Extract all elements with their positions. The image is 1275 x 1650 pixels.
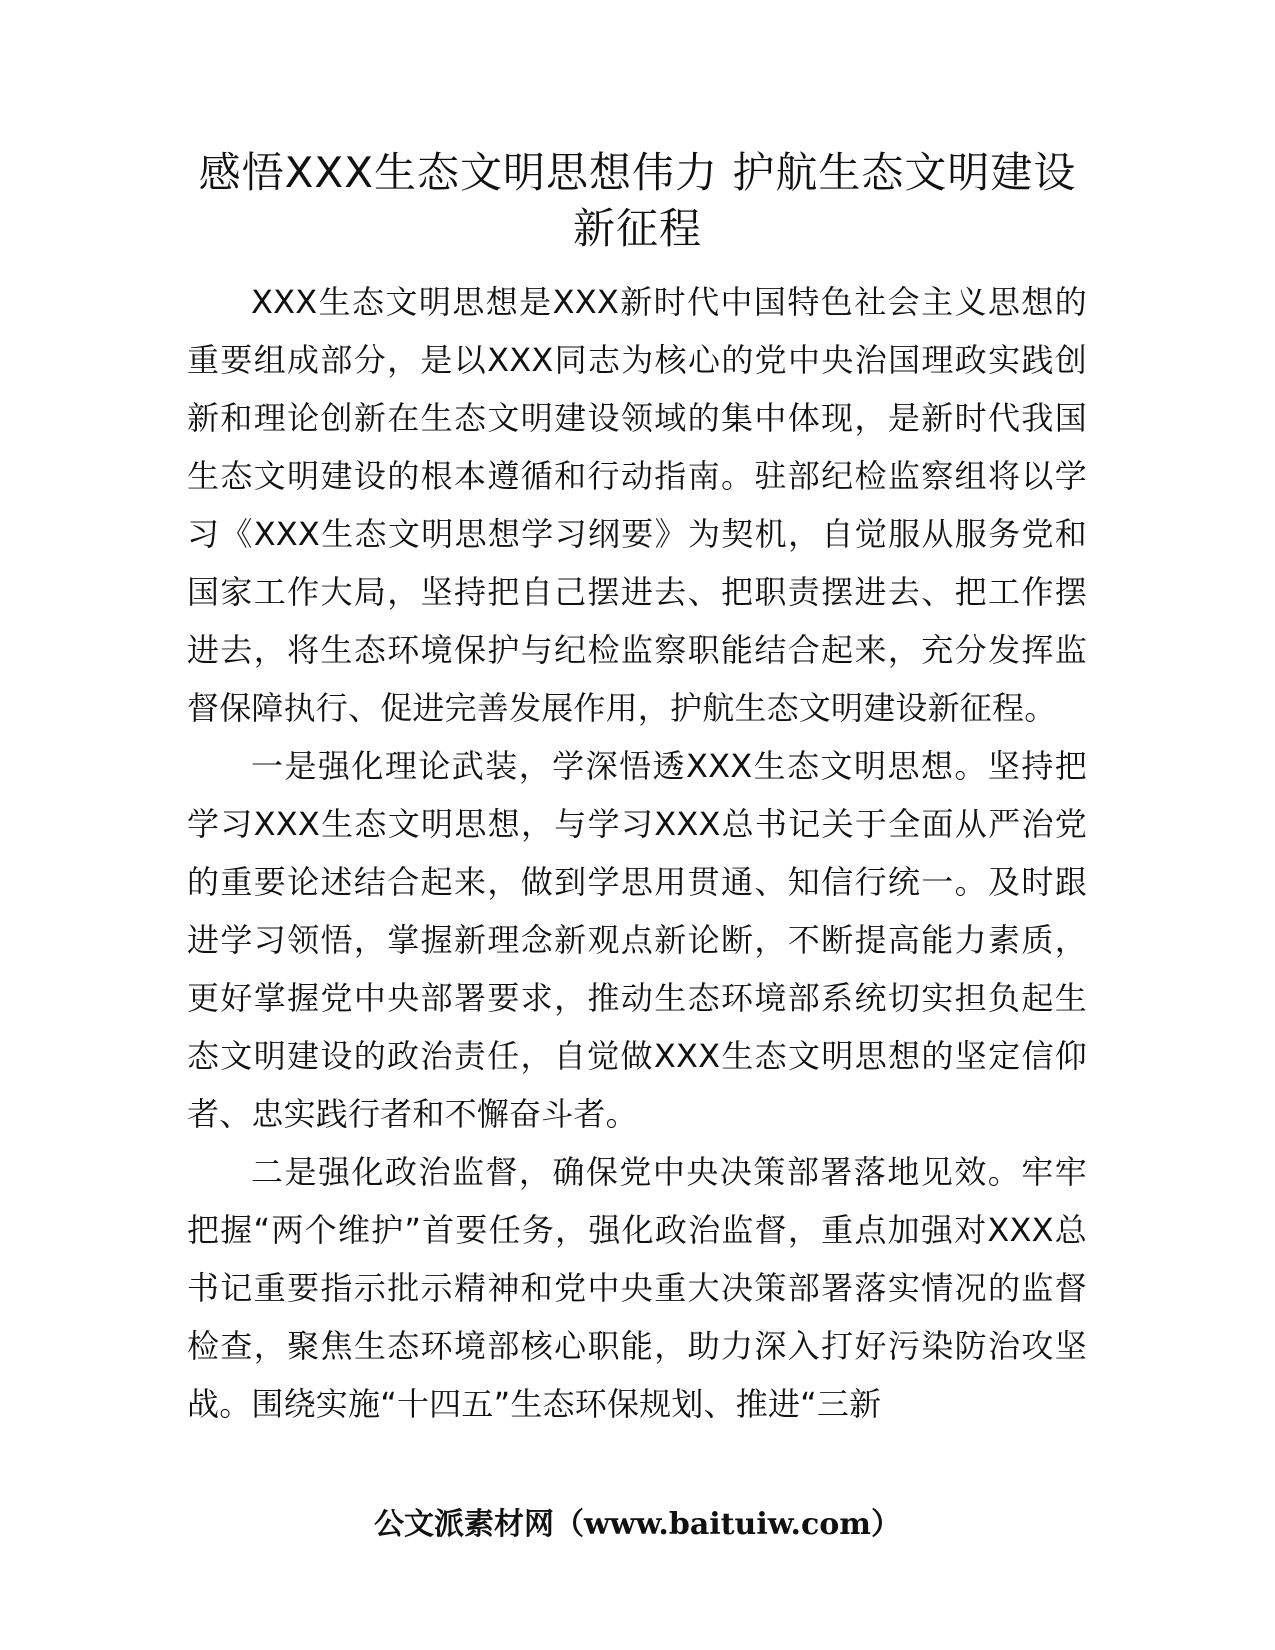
footer-watermark: 公文派素材网（www.baituiw.com） — [373, 1507, 902, 1542]
document-body — [187, 273, 1087, 1433]
paragraph-supervision: 二是强化政治监督，确保党中央决策部署落地见效。牢牢把握“两个维护”首要任务，强化政治监督，重点加强对XXX总书记重要指示批示精神和党中央重大决策部署落实情况的监督检查，聚焦生态环境部核心职能，助力深入打好污染防治攻坚战。围绕实施“十四五”生态环保规划、推进“三新 — [187, 1153, 1087, 1423]
paragraph-intro: XXX生态文明思想是XXX新时代中国特色社会主义思想的重要组成部分，是以XXX同志为核心的党中央治国理政实践创新和理论创新在生态文明建设领域的集中体现，是新时代我国生态文明建设的根本遵循和行动指南。驻部纪检监察组将以学习《XXX生态文明思想学习纲要》为契机，自觉服从服务党和国家工作大局，坚持把自己摆进去、把职责摆进去、把工作摆进去，将生态环境保护与纪检监察职能结合起来，充分发挥监督保障执行、促进完善发展作用，护航生态文明建设新征程。 — [187, 283, 1087, 727]
document-title: 感悟XXX生态文明思想伟力 护航生态文明建设新征程 — [198, 148, 1077, 253]
paragraph-theory: 一是强化理论武装，学深悟透XXX生态文明思想。坚持把学习XXX生态文明思想，与学习XXX总书记关于全面从严治党的重要论述结合起来，做到学思用贯通、知信行统一。及时跟进学习领悟，掌握新理念新观点新论断，不断提高能力素质，更好掌握党中央部署要求，推动生态环境部系统切实担负起生态文明建设的政治责任，自觉做XXX生态文明思想的坚定信仰者、忠实践行者和不懈奋斗者。 — [187, 747, 1087, 1133]
